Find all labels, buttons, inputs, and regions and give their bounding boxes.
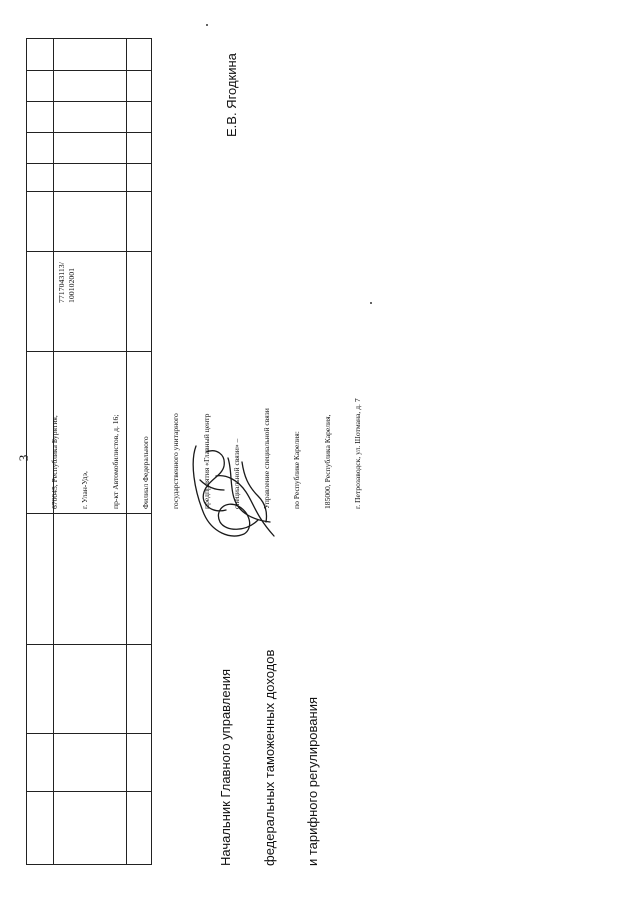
signatory-title-line: и тарифного регулирования [305,697,320,866]
table-row-divider [27,351,151,352]
signatory-title-line: Начальник Главного управления [218,668,233,866]
address-line: Филиал Федерального [141,436,151,509]
table-row-divider [27,513,151,514]
table-row-divider [27,70,151,71]
signatory-name: Е.В. Ягодкина [224,53,239,137]
table-row-divider [27,101,151,102]
signatory-title [190,626,335,866]
signatory-title-line: федеральных таможенных доходов [261,649,277,866]
scan-speck [206,24,208,26]
scan-speck [370,302,372,304]
inn-kpp-cell: 7717043113/ 100102001 [57,262,76,303]
table-row-divider [27,132,151,133]
address-line: г. Петрозаводск, ул. Шотмана, д. 7 [353,398,362,509]
address-line: специальной связи» – [231,438,241,509]
address-line: 670045, Республика Бурятия, [50,415,60,509]
address-line: пр-кт Автомобилистов, д. 16; [110,414,120,509]
address-line: 185000, Республика Карелия, [322,414,332,509]
address-line: по Республике Карелия: [292,431,302,509]
address-line: предприятия «Главный центр [201,413,211,509]
table-row-divider [27,733,151,734]
table-row-divider [27,644,151,645]
address-line: Управление специальной связи [262,408,272,509]
table-row-divider [27,791,151,792]
table-row-divider [27,251,151,252]
table-row-divider [27,191,151,192]
table-row-divider [27,163,151,164]
address-line: государственного унитарного [171,413,181,509]
page-number: 3 [16,454,31,462]
handwritten-signature [186,440,280,544]
address-line: г. Улан-Удэ, [80,471,90,509]
